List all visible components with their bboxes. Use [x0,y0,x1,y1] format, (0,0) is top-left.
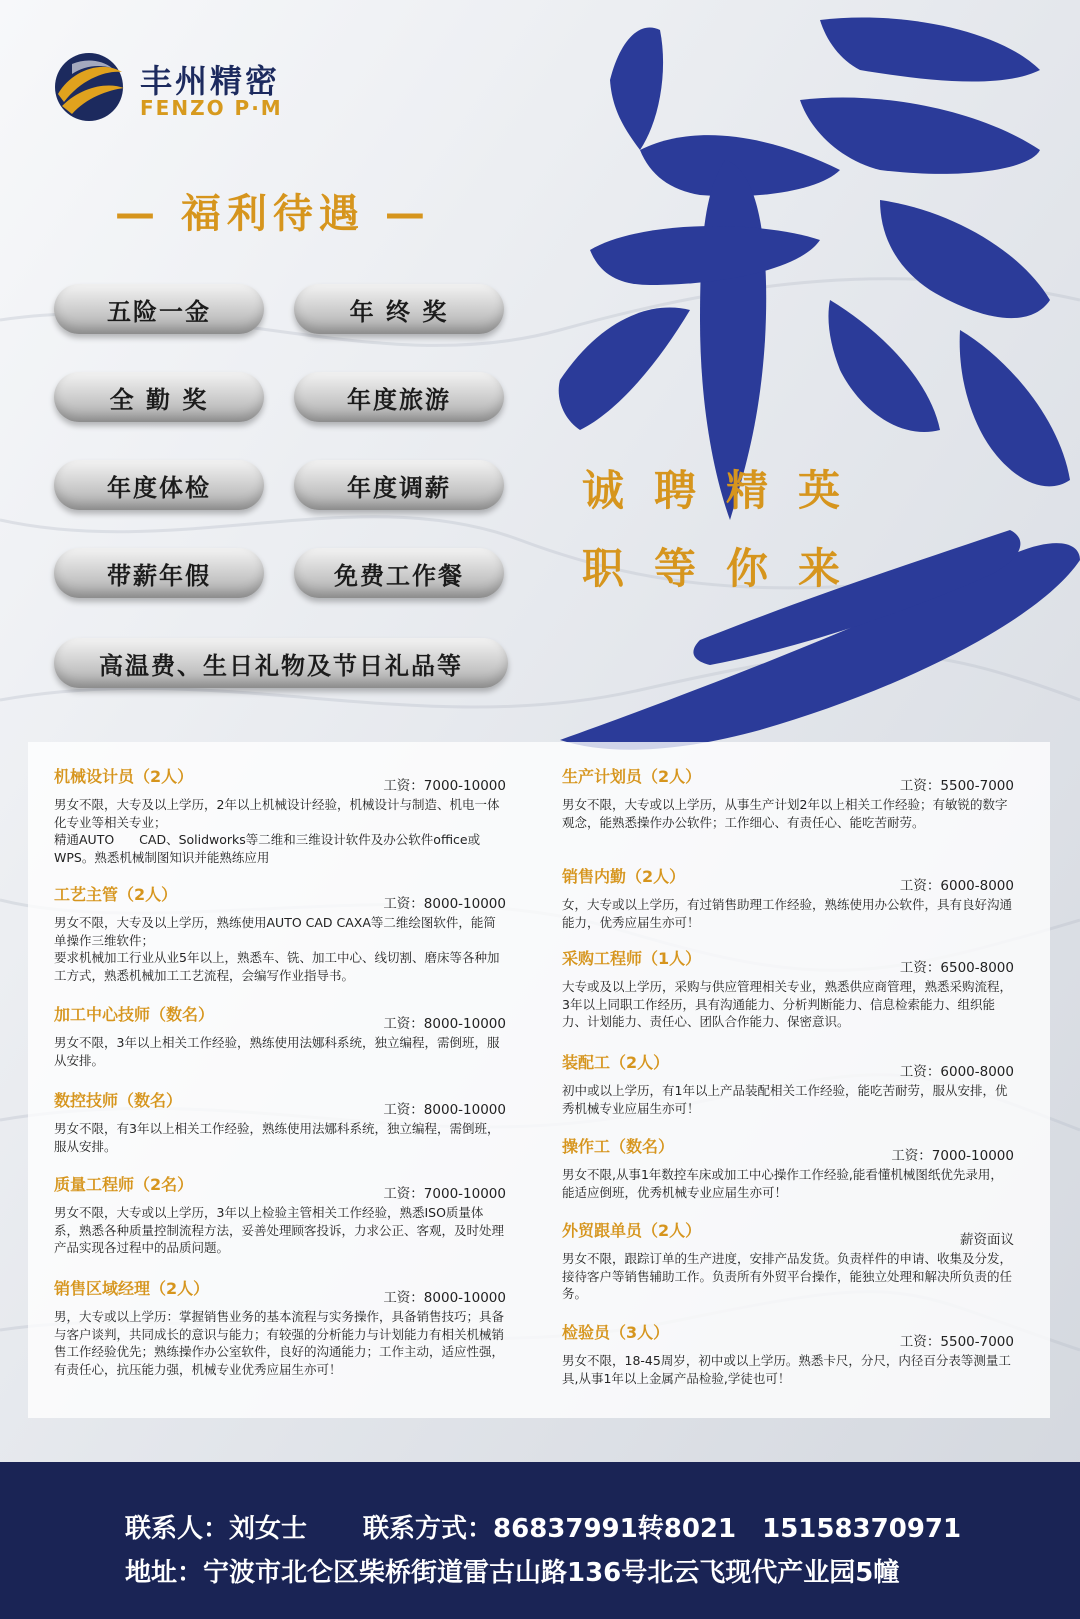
job-title: 质量工程师（2名） [54,1175,194,1194]
job-description: 初中或以上学历，有1年以上产品装配相关工作经验，能吃苦耐劳，服从安排，优秀机械专业应届生亦可！ [562,1083,1008,1116]
company-name-cn: 丰州精密 [140,62,281,100]
job-title: 机械设计员（2人） [54,767,194,786]
slogan-line-1: 诚聘精英 [582,466,871,515]
job-salary: 工资：7000-10000 [383,1186,506,1202]
job-salary: 工资：5500-7000 [899,778,1014,794]
job-title: 销售区域经理（2人） [54,1279,210,1298]
globe-swoosh-icon [52,50,126,124]
job-description: 男女不限，大专或以上学历，从事生产计划2年以上相关工作经验；有敏锐的数字观念，能熟悉操作办公软件；工作细心、有责任心、能吃苦耐劳。 [562,797,1008,830]
job-salary: 工资：8000-10000 [383,1290,506,1306]
contact-phone: 联系方式：86837991转8021 15158370971 [363,1514,962,1544]
welfare-item: 五险一金 [54,284,264,334]
job-salary: 工资：8000-10000 [383,1016,506,1032]
welfare-item: 年度调薪 [294,460,504,510]
job-salary: 工资：6000-8000 [899,878,1014,894]
job-salary: 工资：6000-8000 [899,1064,1014,1080]
job-item [54,764,506,866]
job-salary: 工资：8000-10000 [383,896,506,912]
contact-footer [0,1462,1080,1619]
job-item [562,946,1014,1031]
job-description: 男女不限，有3年以上相关工作经验，熟练使用法娜科系统，独立编程，需倒班，服从安排。 [54,1121,500,1154]
job-title: 工艺主管（2人） [54,885,178,904]
contact-line [125,1508,961,1545]
job-description: 男女不限，3年以上相关工作经验，熟练使用法娜科系统，独立编程，需倒班，服从安排。 [54,1035,500,1068]
job-description: 男女不限，跟踪订单的生产进度，安排产品发货。负责样件的申请、收集及分发，接待客户等销售辅助工作。负责所有外贸平台操作，能独立处理和解决所负责的任务。 [562,1251,1013,1301]
job-item [54,1172,506,1257]
job-description: 男女不限，18-45周岁，初中或以上学历。熟悉卡尺，分尺，内径百分表等测量工具,从事1年以上金属产品检验,学徒也可！ [562,1353,1011,1386]
job-description: 男女不限，大专或以上学历，3年以上检验主管相关工作经验，熟悉ISO质量体系，熟悉各种质量控制流程方法，妥善处理顾客投诉，力求公正、客观，及时处理产品实现各过程中的品质问题。 [54,1205,505,1255]
welfare-item: 全 勤 奖 [54,372,264,422]
job-salary: 工资：8000-10000 [383,1102,506,1118]
job-item [562,864,1014,931]
contact-person: 联系人：刘女士 [125,1514,308,1544]
welfare-title: — 福利待遇 — [115,191,431,237]
job-title: 外贸跟单员（2人） [562,1221,702,1240]
job-item [562,1320,1014,1387]
job-description: 大专或及以上学历，采购与供应管理相关专业，熟悉供应商管理，熟悉采购流程，3年以上同职工作经历，具有沟通能力、分析判断能力、信息检索能力、组织能力、计划能力、责任心、团队合作能力、保密意识。 [562,979,1013,1029]
welfare-item: 年 终 奖 [294,284,504,334]
job-title: 加工中心技师（数名） [54,1005,215,1024]
slogan-line-2: 职等你来 [582,544,871,593]
job-salary: 工资：7000-10000 [383,778,506,794]
job-item [562,1050,1014,1117]
address-line: 地址：宁波市北仑区柴桥街道雷古山路136号北云飞现代产业园5幢 [125,1558,900,1588]
job-title: 操作工（数名） [562,1137,675,1156]
company-logo [52,50,302,130]
job-title: 检验员（3人） [562,1323,670,1342]
job-title: 采购工程师（1人） [562,949,702,968]
job-description: 女，大专或以上学历，有过销售助理工作经验，熟练使用办公软件，具有良好沟通能力，优秀应届生亦可！ [562,897,1013,930]
job-title: 数控技师（数名） [54,1091,183,1110]
job-item [54,882,506,984]
job-item [562,1134,1014,1201]
job-description: 男女不限,从事1年数控车床或加工中心操作工作经验,能看懂机械图纸优先录用，能适应倒班，优秀机械专业应届生亦可！ [562,1167,1003,1200]
company-name-en: FENZO P·M [140,96,283,120]
job-item [562,764,1014,831]
job-title: 生产计划员（2人） [562,767,702,786]
job-title: 销售内勤（2人） [562,867,686,886]
job-title: 装配工（2人） [562,1053,670,1072]
welfare-item: 年度旅游 [294,372,504,422]
job-item [54,1088,506,1155]
welfare-item: 年度体检 [54,460,264,510]
welfare-item: 带薪年假 [54,548,264,598]
job-description: 男女不限，大专及以上学历，2年以上机械设计经验，机械设计与制造、机电一体化专业等相关专业； 精通AUTO CAD、Solidworks等二维和三维设计软件及办公软件office或WPS。熟悉机械制图知识并能熟练应用 [54,797,500,865]
job-item [54,1276,506,1378]
welfare-item: 免费工作餐 [294,548,504,598]
welfare-item-wide: 高温费、生日礼物及节日礼品等 [54,638,508,688]
job-description: 男，大专或以上学历：掌握销售业务的基本流程与实务操作，具备销售技巧；具备与客户谈判，共同成长的意识与能力；有较强的分析能力与计划能力有相关机械销售工作经验优先；熟练操作办公室软件，良好的沟通能力；工作主动，适应性强，有责任心，抗压能力强，机械专业优秀应届生亦可！ [54,1309,505,1377]
job-item [562,1218,1014,1303]
job-salary: 工资：7000-10000 [891,1148,1014,1164]
job-salary: 薪资面议 [960,1232,1014,1248]
job-description: 男女不限，大专及以上学历，熟练使用AUTO CAD CAXA等二维绘图软件，能简单操作三维软件； 要求机械加工行业从业5年以上，熟悉车、铣、加工中心、线切割、磨床等各种加工方式，熟悉机械加工工艺流程，会编写作业指导书。 [54,915,500,983]
job-salary: 工资：6500-8000 [899,960,1014,976]
job-salary: 工资：5500-7000 [899,1334,1014,1350]
job-item [54,1002,506,1069]
